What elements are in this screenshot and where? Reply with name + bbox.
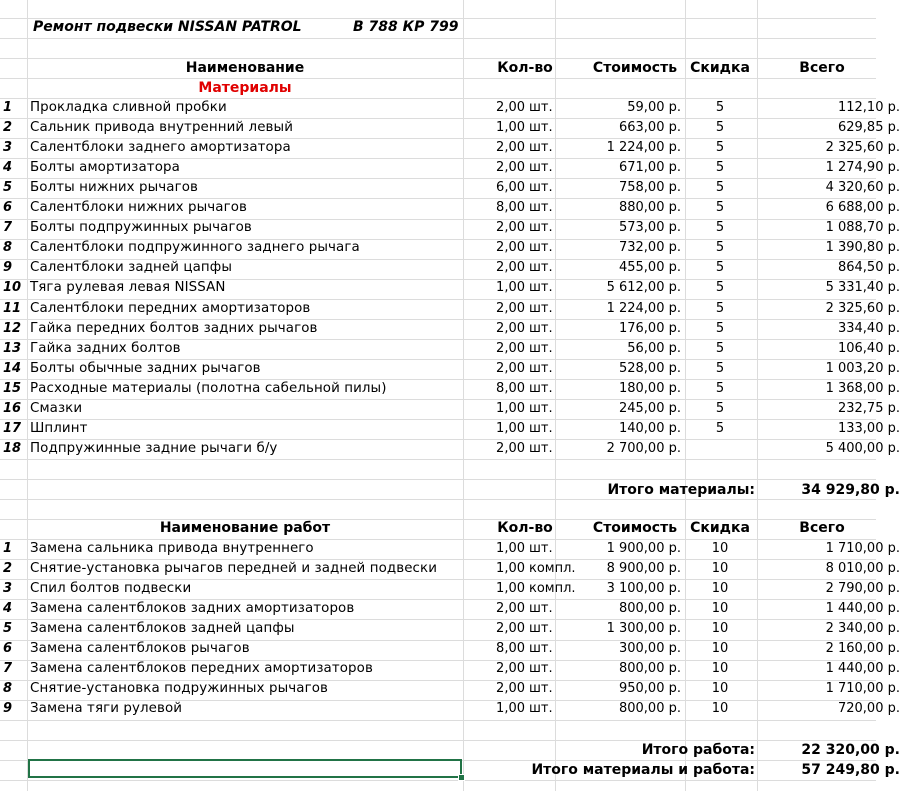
item-total[interactable]: 2 325,60 р. <box>825 140 900 155</box>
quantity-unit: шт. <box>529 160 553 175</box>
item-quantity[interactable] <box>463 339 553 359</box>
item-total[interactable]: 8 010,00 р. <box>825 561 900 576</box>
item-name[interactable]: Салентблоки задней цапфы <box>30 260 232 275</box>
quantity-unit: шт. <box>529 240 553 255</box>
item-discount[interactable]: 5 <box>715 260 725 275</box>
item-total[interactable]: 106,40 р. <box>837 341 900 356</box>
quantity-value: 1,00 <box>496 581 525 596</box>
item-price[interactable]: 59,00 р. <box>627 100 681 115</box>
row-number[interactable]: 2 <box>3 561 13 576</box>
item-discount[interactable]: 5 <box>715 160 725 175</box>
quantity-unit: шт. <box>529 601 553 616</box>
item-name[interactable]: Замена сальника привода внутреннего <box>30 541 314 556</box>
item-total[interactable]: 2 160,00 р. <box>825 641 900 656</box>
row-number[interactable]: 4 <box>3 160 13 175</box>
item-total[interactable]: 232,75 р. <box>837 401 900 416</box>
item-total[interactable]: 864,50 р. <box>837 260 900 275</box>
works-header-total[interactable]: Всего <box>799 520 845 536</box>
license-plate[interactable]: В 788 КР 799 <box>353 19 459 35</box>
item-quantity[interactable] <box>463 158 553 178</box>
item-price[interactable]: 300,00 р. <box>618 641 681 656</box>
item-quantity[interactable] <box>463 619 553 639</box>
item-quantity[interactable] <box>463 238 553 258</box>
fill-handle[interactable] <box>458 774 465 781</box>
item-quantity[interactable] <box>463 539 553 559</box>
item-quantity[interactable] <box>463 639 553 659</box>
quantity-unit: компл. <box>529 581 576 596</box>
quantity-unit: шт. <box>529 381 553 396</box>
item-price[interactable]: 3 100,00 р. <box>606 581 681 596</box>
quantity-unit: шт. <box>529 321 553 336</box>
item-name[interactable]: Салентблоки нижних рычагов <box>30 200 248 215</box>
item-discount[interactable]: 10 <box>711 621 729 636</box>
item-name[interactable]: Замена салентблоков рычагов <box>30 641 250 656</box>
item-discount[interactable]: 10 <box>711 601 729 616</box>
item-total[interactable]: 2 325,60 р. <box>825 301 900 316</box>
grid-row-line <box>0 780 876 781</box>
item-total[interactable]: 1 390,80 р. <box>825 240 900 255</box>
grid-column-line <box>757 0 758 791</box>
grid-row-line <box>0 78 876 79</box>
quantity-unit: шт. <box>529 401 553 416</box>
quantity-unit: шт. <box>529 641 553 656</box>
item-price[interactable]: 2 700,00 р. <box>606 441 681 456</box>
item-quantity[interactable] <box>463 118 553 138</box>
item-price[interactable]: 732,00 р. <box>618 240 681 255</box>
item-total[interactable]: 1 003,20 р. <box>825 361 900 376</box>
materials-header-name[interactable]: Наименование <box>185 60 305 76</box>
item-price[interactable]: 880,00 р. <box>618 200 681 215</box>
item-name[interactable]: Сальник привода внутренний левый <box>30 120 294 135</box>
quantity-unit: шт. <box>529 200 553 215</box>
item-price[interactable]: 176,00 р. <box>618 321 681 336</box>
row-number[interactable]: 1 <box>3 541 13 556</box>
quantity-unit: шт. <box>529 341 553 356</box>
item-name[interactable]: Болты амортизатора <box>30 160 180 175</box>
item-price[interactable]: 5 612,00 р. <box>606 280 681 295</box>
quantity-value: 2,00 <box>496 441 525 456</box>
item-price[interactable]: 56,00 р. <box>627 341 681 356</box>
selected-cell[interactable] <box>28 759 462 778</box>
quantity-value: 2,00 <box>496 301 525 316</box>
grand-total-label[interactable]: Итого материалы и работа: <box>531 762 755 778</box>
item-discount[interactable]: 5 <box>715 361 725 376</box>
row-number[interactable]: 8 <box>3 681 13 696</box>
item-price[interactable]: 528,00 р. <box>618 361 681 376</box>
item-price[interactable]: 671,00 р. <box>618 160 681 175</box>
quantity-value: 2,00 <box>496 260 525 275</box>
row-number[interactable]: 15 <box>3 381 22 396</box>
item-price[interactable]: 800,00 р. <box>618 661 681 676</box>
document-title[interactable]: Ремонт подвески NISSAN PATROL <box>33 19 302 35</box>
item-quantity[interactable] <box>463 299 553 319</box>
quantity-unit: шт. <box>529 701 553 716</box>
item-discount[interactable]: 5 <box>715 240 725 255</box>
quantity-value: 8,00 <box>496 200 525 215</box>
grid-column-line <box>27 0 28 791</box>
materials-subtotal-value[interactable]: 34 929,80 р. <box>801 482 900 498</box>
item-name[interactable]: Смазки <box>30 401 83 416</box>
quantity-value: 2,00 <box>496 681 525 696</box>
item-name[interactable]: Шплинт <box>30 421 88 436</box>
item-discount[interactable]: 5 <box>715 280 725 295</box>
works-header-price[interactable]: Стоимость <box>592 520 678 536</box>
row-number[interactable]: 5 <box>3 180 13 195</box>
row-number[interactable]: 10 <box>3 280 22 295</box>
quantity-unit: шт. <box>529 621 553 636</box>
quantity-value: 2,00 <box>496 661 525 676</box>
item-discount[interactable]: 10 <box>711 641 729 656</box>
item-name[interactable]: Замена салентблоков передних амортизаторов <box>30 661 373 676</box>
row-number[interactable]: 17 <box>3 421 22 436</box>
item-total[interactable]: 629,85 р. <box>837 120 900 135</box>
item-name[interactable]: Болты нижних рычагов <box>30 180 199 195</box>
quantity-value: 2,00 <box>496 240 525 255</box>
row-number[interactable]: 3 <box>3 581 13 596</box>
item-name[interactable]: Спил болтов подвески <box>30 581 192 596</box>
grid-row-line <box>0 38 876 39</box>
item-name[interactable]: Тяга рулевая левая NISSAN <box>30 280 226 295</box>
item-quantity[interactable] <box>463 278 553 298</box>
item-name[interactable]: Подпружинные задние рычаги б/у <box>30 441 278 456</box>
item-quantity[interactable] <box>463 559 576 579</box>
item-total[interactable]: 1 274,90 р. <box>825 160 900 175</box>
grid-column-line <box>685 0 686 791</box>
item-discount[interactable]: 5 <box>715 200 725 215</box>
quantity-value: 1,00 <box>496 280 525 295</box>
item-name[interactable]: Гайка передних болтов задних рычагов <box>30 321 318 336</box>
works-header-discount[interactable]: Скидка <box>690 520 750 536</box>
item-total[interactable]: 5 400,00 р. <box>825 441 900 456</box>
quantity-value: 1,00 <box>496 421 525 436</box>
quantity-value: 2,00 <box>496 140 525 155</box>
item-name[interactable]: Прокладка сливной пробки <box>30 100 227 115</box>
item-quantity[interactable] <box>463 419 553 439</box>
item-quantity[interactable] <box>463 439 553 459</box>
quantity-unit: шт. <box>529 220 553 235</box>
grid-row-line <box>0 720 876 721</box>
item-name[interactable]: Замена тяги рулевой <box>30 701 183 716</box>
item-quantity[interactable] <box>463 359 553 379</box>
quantity-value: 2,00 <box>496 321 525 336</box>
quantity-value: 1,00 <box>496 561 525 576</box>
item-price[interactable]: 800,00 р. <box>618 701 681 716</box>
item-discount[interactable]: 10 <box>711 701 729 716</box>
quantity-value: 2,00 <box>496 100 525 115</box>
row-number[interactable]: 7 <box>3 220 13 235</box>
row-number[interactable]: 5 <box>3 621 13 636</box>
materials-subtotal-label[interactable]: Итого материалы: <box>607 482 755 498</box>
item-name[interactable]: Расходные материалы (полотна сабельной пилы) <box>30 381 387 396</box>
item-price[interactable]: 180,00 р. <box>618 381 681 396</box>
quantity-unit: шт. <box>529 681 553 696</box>
item-discount[interactable]: 5 <box>715 100 725 115</box>
item-price[interactable]: 1 224,00 р. <box>606 301 681 316</box>
row-number[interactable]: 1 <box>3 100 13 115</box>
materials-header-discount[interactable]: Скидка <box>690 60 750 76</box>
item-discount[interactable]: 10 <box>711 581 729 596</box>
quantity-value: 2,00 <box>496 160 525 175</box>
item-quantity[interactable] <box>463 579 576 599</box>
quantity-unit: шт. <box>529 361 553 376</box>
item-total[interactable]: 133,00 р. <box>837 421 900 436</box>
row-number[interactable]: 9 <box>3 701 13 716</box>
row-number[interactable]: 9 <box>3 260 13 275</box>
quantity-unit: шт. <box>529 661 553 676</box>
item-name[interactable]: Замена салентблоков задних амортизаторов <box>30 601 355 616</box>
item-quantity[interactable] <box>463 178 553 198</box>
item-name[interactable]: Снятие-установка подружинных рычагов <box>30 681 328 696</box>
item-discount[interactable]: 5 <box>715 140 725 155</box>
item-quantity[interactable] <box>463 218 553 238</box>
row-number[interactable]: 8 <box>3 240 13 255</box>
quantity-value: 8,00 <box>496 641 525 656</box>
item-quantity[interactable] <box>463 379 553 399</box>
item-discount[interactable]: 5 <box>715 381 725 396</box>
item-price[interactable]: 950,00 р. <box>618 681 681 696</box>
item-total[interactable]: 1 710,00 р. <box>825 541 900 556</box>
quantity-value: 1,00 <box>496 701 525 716</box>
grid-column-line <box>555 0 556 791</box>
item-total[interactable]: 6 688,00 р. <box>825 200 900 215</box>
item-price[interactable]: 245,00 р. <box>618 401 681 416</box>
item-quantity[interactable] <box>463 198 553 218</box>
quantity-value: 2,00 <box>496 361 525 376</box>
item-price[interactable]: 573,00 р. <box>618 220 681 235</box>
quantity-unit: шт. <box>529 120 553 135</box>
item-price[interactable]: 800,00 р. <box>618 601 681 616</box>
quantity-unit: шт. <box>529 301 553 316</box>
item-discount[interactable]: 5 <box>715 180 725 195</box>
item-total[interactable]: 1 710,00 р. <box>825 681 900 696</box>
quantity-unit: шт. <box>529 260 553 275</box>
item-total[interactable]: 1 368,00 р. <box>825 381 900 396</box>
item-total[interactable]: 1 088,70 р. <box>825 220 900 235</box>
item-name[interactable]: Салентблоки подпружинного заднего рычага <box>30 240 360 255</box>
item-name[interactable]: Болты обычные задних рычагов <box>30 361 261 376</box>
row-number[interactable]: 14 <box>3 361 22 376</box>
item-discount[interactable]: 10 <box>711 681 729 696</box>
row-number[interactable]: 18 <box>3 441 22 456</box>
item-quantity[interactable] <box>463 599 553 619</box>
item-price[interactable]: 8 900,00 р. <box>606 561 681 576</box>
quantity-unit: шт. <box>529 280 553 295</box>
item-discount[interactable]: 10 <box>711 561 729 576</box>
row-number[interactable]: 6 <box>3 641 13 656</box>
item-total[interactable]: 1 440,00 р. <box>825 661 900 676</box>
item-quantity[interactable] <box>463 399 553 419</box>
quantity-unit: шт. <box>529 441 553 456</box>
item-total[interactable]: 2 790,00 р. <box>825 581 900 596</box>
item-discount[interactable]: 5 <box>715 321 725 336</box>
item-discount[interactable]: 5 <box>715 341 725 356</box>
item-total[interactable]: 4 320,60 р. <box>825 180 900 195</box>
item-name[interactable]: Салентблоки передних амортизаторов <box>30 301 311 316</box>
item-quantity[interactable] <box>463 319 553 339</box>
item-total[interactable]: 112,10 р. <box>837 100 900 115</box>
item-quantity[interactable] <box>463 258 553 278</box>
row-number[interactable]: 13 <box>3 341 22 356</box>
item-price[interactable]: 455,00 р. <box>618 260 681 275</box>
item-total[interactable]: 1 440,00 р. <box>825 601 900 616</box>
item-discount[interactable] <box>688 439 752 459</box>
item-name[interactable]: Гайка задних болтов <box>30 341 181 356</box>
item-price[interactable]: 1 224,00 р. <box>606 140 681 155</box>
item-quantity[interactable] <box>463 659 553 679</box>
item-name[interactable]: Салентблоки заднего амортизатора <box>30 140 291 155</box>
item-total[interactable]: 2 340,00 р. <box>825 621 900 636</box>
quantity-unit: шт. <box>529 180 553 195</box>
item-total[interactable]: 5 331,40 р. <box>825 280 900 295</box>
works-subtotal-value[interactable]: 22 320,00 р. <box>801 742 900 758</box>
item-price[interactable]: 140,00 р. <box>618 421 681 436</box>
item-quantity[interactable] <box>463 699 553 719</box>
quantity-value: 1,00 <box>496 401 525 416</box>
works-header-name[interactable]: Наименование работ <box>159 520 331 536</box>
quantity-unit: шт. <box>529 140 553 155</box>
quantity-value: 8,00 <box>496 381 525 396</box>
materials-header-price[interactable]: Стоимость <box>592 60 678 76</box>
quantity-unit: шт. <box>529 541 553 556</box>
grid-row-line <box>0 459 876 460</box>
quantity-unit: компл. <box>529 561 576 576</box>
quantity-value: 2,00 <box>496 601 525 616</box>
item-quantity[interactable] <box>463 679 553 699</box>
row-number[interactable]: 11 <box>3 301 22 316</box>
item-name[interactable]: Болты подпружинных рычагов <box>30 220 252 235</box>
row-number[interactable]: 6 <box>3 200 13 215</box>
item-price[interactable]: 758,00 р. <box>618 180 681 195</box>
item-discount[interactable]: 10 <box>711 661 729 676</box>
quantity-value: 1,00 <box>496 120 525 135</box>
quantity-value: 2,00 <box>496 621 525 636</box>
quantity-unit: шт. <box>529 100 553 115</box>
item-total[interactable]: 720,00 р. <box>837 701 900 716</box>
item-discount[interactable]: 5 <box>715 421 725 436</box>
grand-total-value[interactable]: 57 249,80 р. <box>801 762 900 778</box>
item-price[interactable]: 1 900,00 р. <box>606 541 681 556</box>
materials-header-qty[interactable]: Кол-во <box>497 60 553 76</box>
works-subtotal-label[interactable]: Итого работа: <box>641 742 755 758</box>
item-quantity[interactable] <box>463 98 553 118</box>
row-number[interactable]: 3 <box>3 140 13 155</box>
item-discount[interactable]: 5 <box>715 220 725 235</box>
row-number[interactable]: 7 <box>3 661 13 676</box>
item-discount[interactable]: 10 <box>711 541 729 556</box>
quantity-value: 2,00 <box>496 341 525 356</box>
item-discount[interactable]: 5 <box>715 301 725 316</box>
row-number[interactable]: 12 <box>3 321 22 336</box>
quantity-value: 2,00 <box>496 220 525 235</box>
quantity-unit: шт. <box>529 421 553 436</box>
item-name[interactable]: Замена салентблоков задней цапфы <box>30 621 295 636</box>
item-price[interactable]: 663,00 р. <box>618 120 681 135</box>
item-discount[interactable]: 5 <box>715 401 725 416</box>
materials-section-label[interactable]: Материалы <box>198 80 292 96</box>
item-price[interactable]: 1 300,00 р. <box>606 621 681 636</box>
row-number[interactable]: 2 <box>3 120 13 135</box>
quantity-value: 1,00 <box>496 541 525 556</box>
works-header-qty[interactable]: Кол-во <box>497 520 553 536</box>
item-total[interactable]: 334,40 р. <box>837 321 900 336</box>
item-quantity[interactable] <box>463 138 553 158</box>
row-number[interactable]: 4 <box>3 601 13 616</box>
quantity-value: 6,00 <box>496 180 525 195</box>
row-number[interactable]: 16 <box>3 401 22 416</box>
item-discount[interactable]: 5 <box>715 120 725 135</box>
item-name[interactable]: Снятие-установка рычагов передней и задней подвески <box>30 561 438 576</box>
materials-header-total[interactable]: Всего <box>799 60 845 76</box>
